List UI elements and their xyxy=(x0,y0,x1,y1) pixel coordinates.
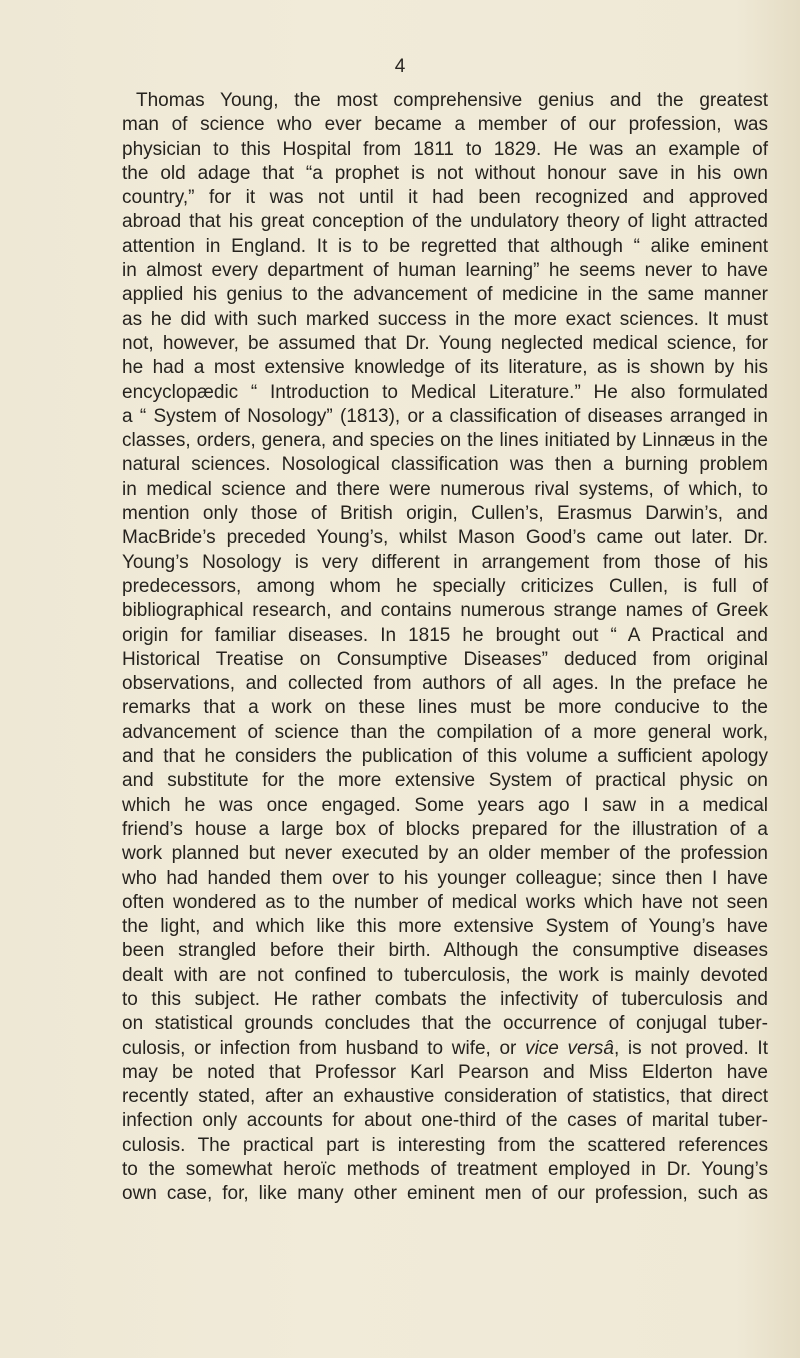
text-line: and that he considers the publication of this volume a sufficient apology xyxy=(122,746,768,768)
text-line: observations, and collected from authors of all ages. In the preface he xyxy=(122,673,768,695)
text-line: abroad that his great conception of the undulatory theory of light attracted xyxy=(122,211,768,233)
text-line: advancement of science than the compilation of a more general work, xyxy=(122,721,768,743)
text-line: MacBride’s preceded Young’s, whilst Mason Good’s came out later. Dr. xyxy=(122,527,768,549)
text-line: recently stated, after an exhaustive consideration of statistics, that direct xyxy=(122,1086,768,1108)
text-line: in almost every department of human learning” he seems never to have xyxy=(122,260,768,282)
page-number: 4 xyxy=(394,56,406,77)
text-line: Thomas Young, the most comprehensive genius and the greatest xyxy=(136,90,768,111)
text-line: the light, and which like this more extensive System of Young’s have xyxy=(122,916,768,938)
text-line: been strangled before their birth. Although the consumptive diseases xyxy=(122,940,768,962)
text-line: on statistical grounds concludes that the occurrence of conjugal tuber- xyxy=(122,1013,768,1035)
text-line: in medical science and there were numerous rival systems, of which, to xyxy=(122,478,768,500)
text-line: Historical Treatise on Consumptive Diseases” deduced from original xyxy=(122,648,768,670)
text-line: not, however, be assumed that Dr. Young neglected medical science, for xyxy=(122,332,768,354)
text-line: origin for familiar diseases. In 1815 he brought out “ A Practical and xyxy=(122,624,768,646)
text-line: man of science who ever became a member of our profession, was xyxy=(122,114,768,136)
text-line: to the somewhat heroïc methods of treatment employed in Dr. Young’s xyxy=(122,1159,768,1181)
text-line: physician to this Hospital from 1811 to 1829. He was an example of xyxy=(122,138,768,160)
text-line: culosis. The practical part is interesting from the scattered references xyxy=(122,1134,768,1156)
text-line: bibliographical research, and contains numerous strange names of Greek xyxy=(122,600,768,622)
text-line: natural sciences. Nosological classification was then a burning problem xyxy=(122,454,768,476)
text-line: remarks that a work on these lines must be more conducive to the xyxy=(122,697,768,719)
text-line: applied his genius to the advancement of medicine in the same manner xyxy=(122,284,768,306)
text-line: attention in England. It is to be regretted that although “ alike eminent xyxy=(122,235,768,257)
text-line: encyclopædic “ Introduction to Medical Literature.” He also formulated xyxy=(122,381,768,403)
text-line: a “ System of Nosology” (1813), or a classification of diseases arranged in xyxy=(122,405,768,427)
text-line: who had handed them over to his younger colleague; since then I have xyxy=(122,867,768,889)
text-line: classes, orders, genera, and species on the lines initiated by Linnæus in the xyxy=(122,430,768,452)
text-line: friend’s house a large box of blocks prepared for the illustration of a xyxy=(122,818,768,840)
text-line: dealt with are not confined to tuberculosis, the work is mainly devoted xyxy=(122,964,768,986)
text-line: the old adage that “a prophet is not without honour save in his own xyxy=(122,162,768,184)
text-line: own case, for, like many other eminent men of our profession, such as xyxy=(122,1183,768,1205)
text-line: may be noted that Professor Karl Pearson and Miss Elderton have xyxy=(122,1061,768,1083)
text-line: country,” for it was not until it had been recognized and approved xyxy=(122,187,768,209)
text-line: he had a most extensive knowledge of its literature, as is shown by his xyxy=(122,357,768,379)
text-line: mention only those of British origin, Cullen’s, Erasmus Darwin’s, and xyxy=(122,503,768,525)
text-line: and substitute for the more extensive System of practical physic on xyxy=(122,770,768,792)
body-paragraph xyxy=(122,89,768,1207)
text-line: infection only accounts for about one-third of the cases of marital tuber- xyxy=(122,1110,768,1132)
text-line: culosis, or infection from husband to wife, or vice versâ, is not proved. It xyxy=(122,1037,768,1059)
text-line: often wondered as to the number of medical works which have not seen xyxy=(122,891,768,913)
text-line: which he was once engaged. Some years ago I saw in a medical xyxy=(122,794,768,816)
text-line: Young’s Nosology is very different in arrangement from those of his xyxy=(122,551,768,573)
text-line: work planned but never executed by an older member of the profession xyxy=(122,843,768,865)
text-line: predecessors, among whom he specially criticizes Cullen, is full of xyxy=(122,575,768,597)
text-line: to this subject. He rather combats the infectivity of tuberculosis and xyxy=(122,988,768,1010)
text-line: as he did with such marked success in the more exact sciences. It must xyxy=(122,308,768,330)
